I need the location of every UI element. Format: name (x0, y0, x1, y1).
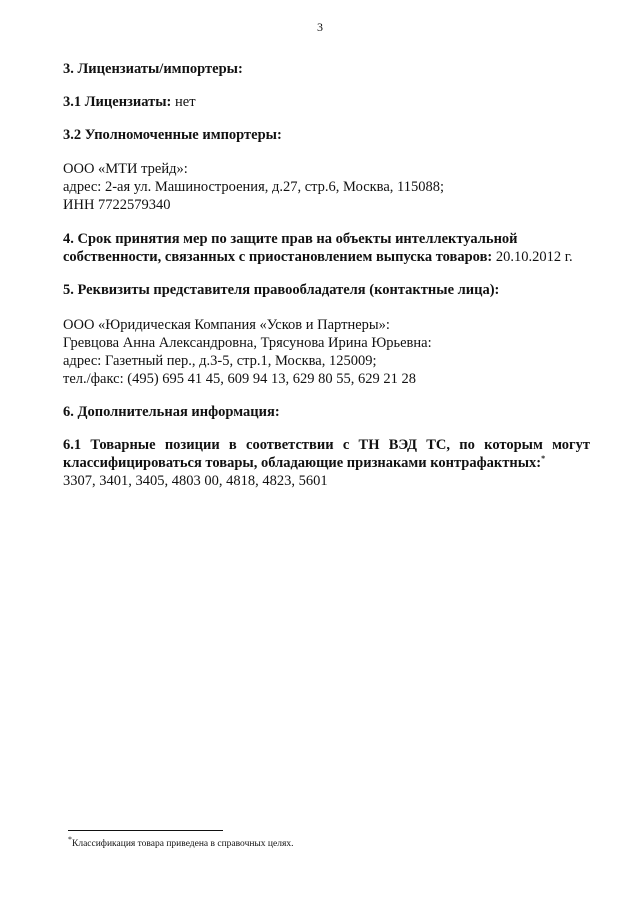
section-4-date: 20.10.2012 г. (495, 249, 573, 265)
section-4 (63, 230, 590, 266)
tn-ved-codes: 3307, 3401, 3405, 4803 00, 4818, 4823, 5601 (63, 473, 328, 489)
representative-block (63, 316, 590, 388)
importer-address: адрес: 2-ая ул. Машиностроения, д.27, стр.6, Москва, 115088; (63, 179, 445, 195)
section-6-heading: 6. Дополнительная информация: (63, 404, 280, 420)
representative-address: адрес: Газетный пер., д.3-5, стр.1, Москва, 125009; (63, 353, 377, 369)
document-body (63, 60, 590, 490)
section-4-line-2 (63, 248, 590, 266)
section-4-text: собственности, связанных с приостановлением выпуска товаров: (63, 249, 493, 265)
section-5-heading: 5. Реквизиты представителя правообладателя (контактные лица): (63, 282, 500, 298)
page-number: 3 (317, 20, 323, 34)
section-3-1-licensees (63, 93, 590, 111)
section-3-heading: 3. Лицензиаты/импортеры: (63, 61, 243, 77)
footnote-text: Классификация товара приведена в справочных целях. (72, 839, 294, 849)
representative-company: ООО «Юридическая Компания «Усков и Партнеры»: (63, 317, 390, 333)
footnote-divider (68, 830, 223, 831)
importer-block (63, 160, 590, 214)
footnote-ref-mark: * (541, 454, 546, 464)
licensees-value: нет (175, 94, 196, 110)
licensees-label: 3.1 Лицензиаты: (63, 94, 172, 110)
section-6-1 (63, 436, 590, 490)
section-6-1-line-2 (63, 454, 590, 472)
footnote-mark: * (68, 834, 72, 844)
importer-inn: ИНН 7722579340 (63, 197, 171, 213)
section-6-1-text: классифицироваться товары, обладающие признаками контрафактных: (63, 455, 542, 471)
section-3-2-heading: 3.2 Уполномоченные импортеры: (63, 127, 282, 143)
representative-phone: тел./факс: (495) 695 41 45, 609 94 13, 629 80 55, 629 21 28 (63, 371, 417, 387)
section-6-1-line-1: 6.1 Товарные позиции в соответствии с ТН ВЭД ТС, по которым могут (63, 437, 590, 453)
section-4-line-1: 4. Срок принятия мер по защите прав на объекты интеллектуальной (63, 231, 518, 247)
importer-name: ООО «МТИ трейд»: (63, 161, 188, 177)
representative-persons: Гревцова Анна Александровна, Трясунова Ирина Юрьевна: (63, 335, 432, 351)
footnote (68, 834, 294, 850)
